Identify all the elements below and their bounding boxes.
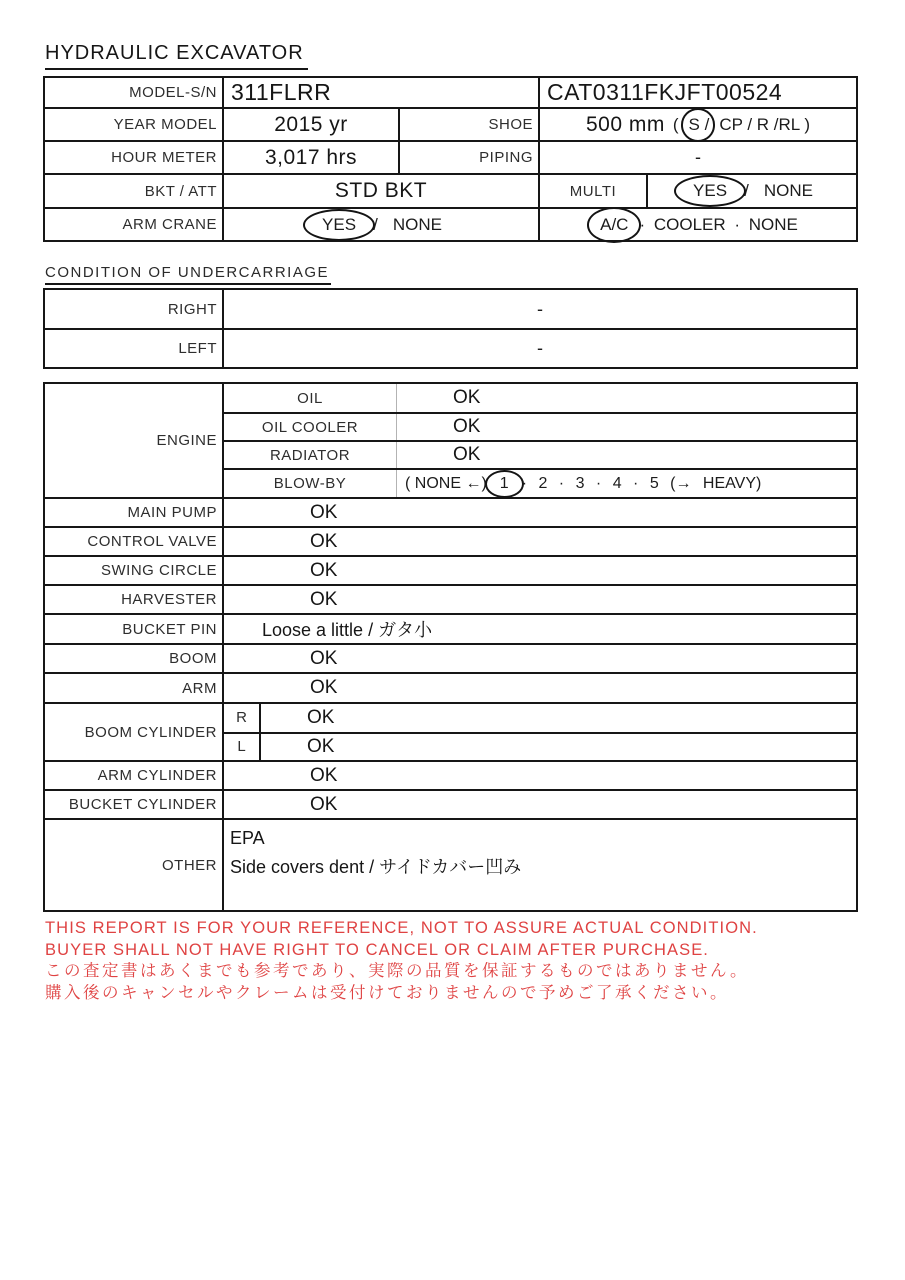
- spec-table: [43, 76, 858, 242]
- piping-value: -: [538, 142, 856, 173]
- year-model-label: YEAR MODEL: [113, 116, 217, 133]
- arm-crane-value-cell: [222, 209, 538, 240]
- boom-label: BOOM: [169, 650, 217, 667]
- oil-cooler-label: OIL COOLER: [224, 414, 397, 440]
- shoe-size-value: 500 mm: [585, 112, 665, 136]
- table-row-bucket-cylinder: [45, 789, 856, 818]
- table-row-swing-circle: [45, 555, 856, 584]
- multi-separator: /: [744, 181, 749, 200]
- table-row-model: [45, 78, 856, 107]
- multi-label: MULTI: [538, 175, 646, 207]
- other-note-line1: EPA: [230, 828, 265, 848]
- main-pump-label: MAIN PUMP: [127, 504, 217, 521]
- table-row-other: [45, 818, 856, 910]
- table-row-left: [45, 328, 856, 367]
- oil-cooler-value: OK: [453, 416, 481, 437]
- control-valve-label: CONTROL VALVE: [87, 533, 217, 550]
- hour-meter-label: HOUR METER: [111, 149, 217, 166]
- serial-number-value: CAT0311FKJFT00524: [538, 78, 856, 107]
- table-row-arm: [45, 672, 856, 702]
- shoe-label: SHOE: [398, 109, 538, 140]
- disclaimer-block: [45, 918, 758, 1004]
- inspection-table: [43, 382, 858, 912]
- boom-cylinder-r-label: R: [224, 704, 261, 732]
- engine-label: ENGINE: [156, 432, 217, 449]
- multi-yes-none-group: [648, 181, 856, 201]
- bucket-cylinder-value: OK: [222, 791, 856, 818]
- disclaimer-line-en-2: BUYER SHALL NOT HAVE RIGHT TO CANCEL OR CLAIM AFTER PURCHASE.: [45, 940, 709, 959]
- model-sn-value: 311FLRR: [222, 78, 538, 107]
- table-row-year: [45, 107, 856, 140]
- table-row-harvester: [45, 584, 856, 613]
- table-row-arm-crane: [45, 207, 856, 240]
- main-pump-value: OK: [222, 499, 856, 526]
- disclaimer-line-en-1: THIS REPORT IS FOR YOUR REFERENCE, NOT TO ASSURE ACTUAL CONDITION.: [45, 919, 758, 937]
- disclaimer-line-jp-2: 購入後のキャンセルやクレームは受付けておりませんので予めご了承ください。: [45, 983, 729, 1002]
- boom-value: OK: [222, 645, 856, 672]
- arm-crane-yes-none-group: [224, 215, 538, 235]
- harvester-value: OK: [222, 586, 856, 613]
- model-sn-label: MODEL-S/N: [129, 84, 217, 101]
- blowby-label: BLOW-BY: [224, 470, 397, 497]
- boom-cylinder-subrows: [222, 704, 856, 760]
- arm-label: ARM: [182, 679, 217, 697]
- shoe-open-paren: (: [672, 114, 679, 134]
- undercarriage-section-title: CONDITION OF UNDERCARRIAGE: [45, 264, 331, 285]
- undercarriage-table: [43, 288, 858, 369]
- ac-cooler-cell: [538, 209, 856, 240]
- multi-none-option: NONE: [763, 181, 813, 200]
- disclaimer-line-jp-1: この査定書はあくまでも参考であり、実際の品質を保証するものではありません。: [45, 962, 749, 980]
- arm-cylinder-value: OK: [222, 762, 856, 789]
- other-value-cell: [222, 820, 856, 910]
- table-row-engine: [45, 384, 856, 497]
- arm-crane-none-option: NONE: [392, 214, 442, 234]
- other-label: OTHER: [162, 856, 217, 874]
- hour-meter-value: 3,017 hrs: [222, 142, 398, 173]
- bucket-pin-value: Loose a little / ガタ小: [222, 615, 856, 643]
- bucket-pin-label: BUCKET PIN: [122, 620, 217, 638]
- boom-cylinder-row-l: [224, 732, 856, 760]
- harvester-label: HARVESTER: [121, 591, 217, 608]
- arm-value: OK: [222, 674, 856, 702]
- table-row-bkt-att: [45, 173, 856, 207]
- control-valve-value: OK: [222, 528, 856, 555]
- engine-row-radiator: [224, 440, 856, 468]
- table-row-right: [45, 290, 856, 328]
- undercarriage-right-value: -: [222, 290, 856, 328]
- shoe-value-group: [540, 113, 856, 137]
- page-title: HYDRAULIC EXCAVATOR: [45, 42, 308, 70]
- blowby-scale: [397, 470, 856, 497]
- table-row-main-pump: [45, 497, 856, 526]
- arm-crane-label: ARM CRANE: [122, 216, 217, 233]
- table-row-arm-cylinder: [45, 760, 856, 789]
- boom-cylinder-r-value: OK: [307, 706, 335, 728]
- blowby-scale-suffix: · 2 · 3 · 4 · 5 (→ HEAVY): [521, 474, 762, 492]
- shoe-value-cell: [538, 109, 856, 140]
- bucket-cylinder-label: BUCKET CYLINDER: [68, 796, 217, 813]
- radiator-value: OK: [453, 444, 481, 465]
- shoe-type-circled: S /: [688, 114, 710, 134]
- multi-yes-circled: YES: [693, 181, 728, 200]
- arm-crane-separator: /: [373, 214, 378, 234]
- swing-circle-value: OK: [222, 557, 856, 584]
- boom-cylinder-l-label: L: [224, 734, 261, 760]
- year-model-value: 2015 yr: [222, 109, 398, 140]
- blowby-scale-prefix: ( NONE ←): [405, 474, 487, 492]
- ac-cooler-options: · COOLER · NONE: [639, 214, 798, 234]
- multi-value-cell: [646, 175, 856, 207]
- shoe-type-options: CP / R /RL ): [719, 114, 810, 134]
- table-row-control-valve: [45, 526, 856, 555]
- engine-row-blowby: [224, 468, 856, 497]
- undercarriage-right-label: RIGHT: [167, 300, 217, 318]
- ac-cooler-group: [540, 215, 856, 235]
- undercarriage-left-label: LEFT: [178, 340, 217, 357]
- bkt-att-value: STD BKT: [222, 175, 538, 207]
- swing-circle-label: SWING CIRCLE: [100, 562, 217, 579]
- table-row-boom-cylinder: [45, 702, 856, 760]
- boom-cylinder-row-r: [224, 704, 856, 732]
- engine-subrows: [222, 384, 856, 497]
- ac-circled: A/C: [600, 214, 629, 234]
- oil-label: OIL: [224, 384, 397, 412]
- boom-cylinder-label: BOOM CYLINDER: [84, 723, 217, 741]
- arm-crane-yes-circled: YES: [322, 214, 357, 234]
- boom-cylinder-l-value: OK: [307, 735, 335, 757]
- other-note-line2: Side covers dent / サイドカバー凹み: [230, 857, 522, 877]
- table-row-boom: [45, 643, 856, 672]
- oil-value: OK: [453, 387, 481, 408]
- table-row-bucket-pin: [45, 613, 856, 643]
- bkt-att-label: BKT / ATT: [144, 182, 217, 200]
- engine-row-oil: [224, 384, 856, 412]
- engine-row-oil-cooler: [224, 412, 856, 440]
- undercarriage-left-value: -: [222, 330, 856, 367]
- piping-label: PIPING: [398, 142, 538, 173]
- blowby-rating-circled: 1: [499, 474, 509, 492]
- table-row-hour-meter: [45, 140, 856, 173]
- arm-cylinder-label: ARM CYLINDER: [97, 767, 217, 784]
- radiator-label: RADIATOR: [224, 442, 397, 468]
